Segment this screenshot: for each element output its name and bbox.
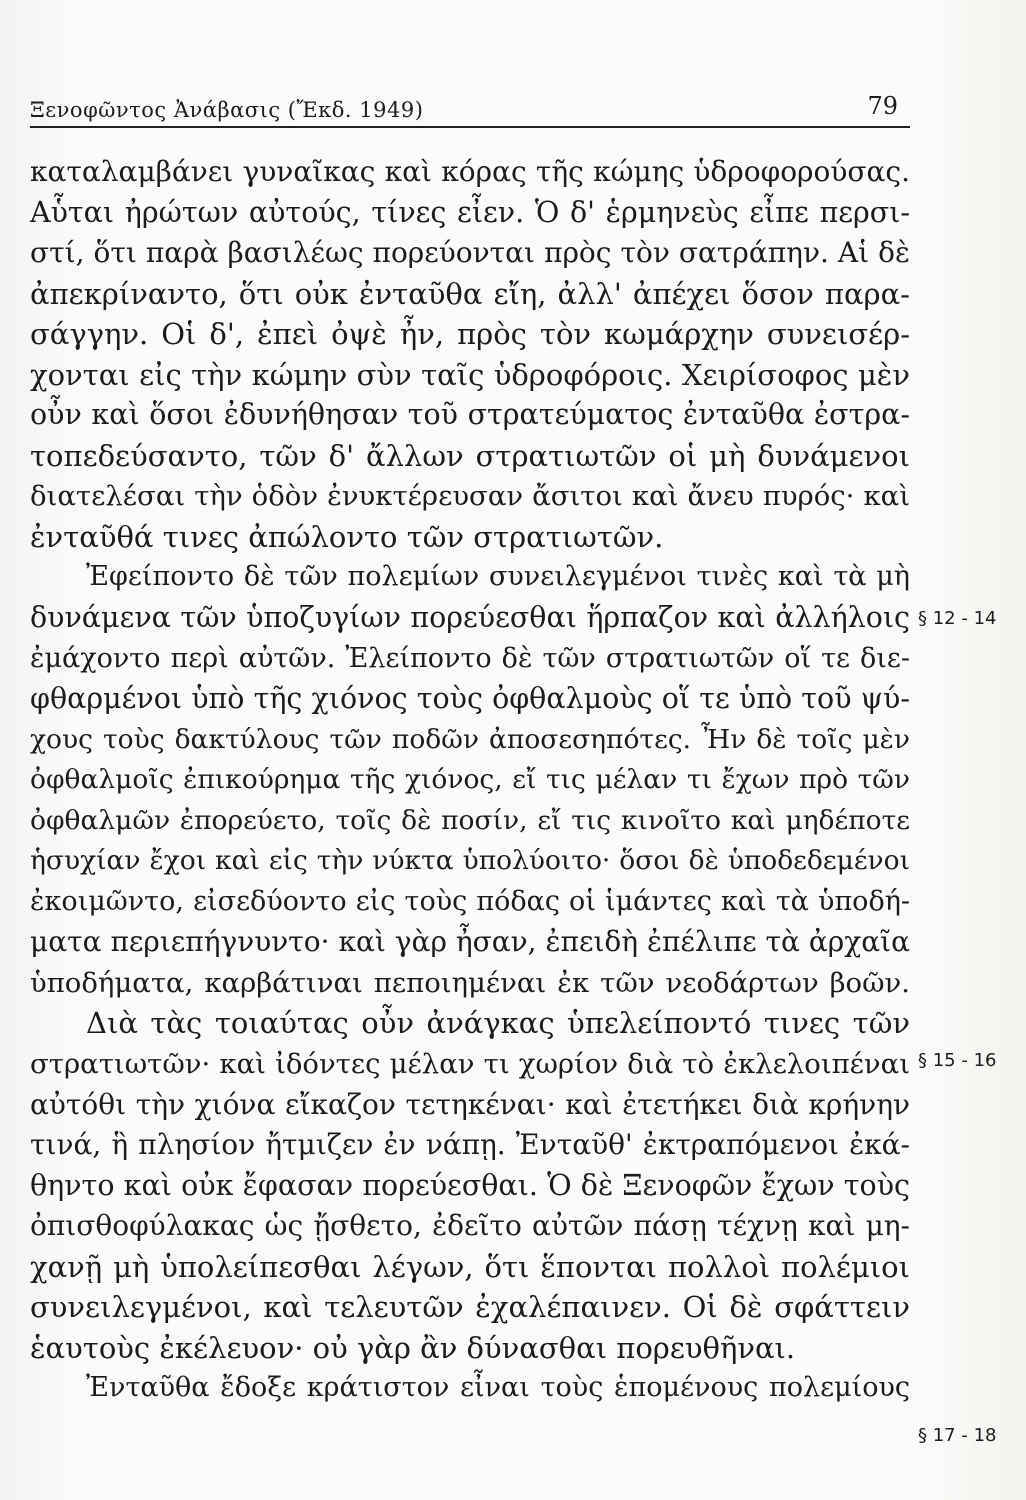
text-line: στί, ὅτι παρὰ βασιλέως πορεύονται πρὸς τὸν σατράπην. Αἱ δὲ (30, 236, 910, 270)
text-line: ἐνταῦθά τινες ἀπώλοντο τῶν στρατιωτῶν. (30, 519, 664, 554)
paragraph-start-line: Ἐνταῦθα ἔδοξε κράτιστον εἶναι τοὺς ἑπομένους πολεμίους (86, 1372, 910, 1404)
text-line: ὀφθαλμοῖς ἐπικούρημα τῆς χιόνος, εἴ τις μέλαν τι ἔχων πρὸ τῶν (30, 764, 910, 796)
text-line: διατελέσαι τὴν ὁδὸν ἐνυκτέρευσαν ἄσιτοι καὶ ἄνευ πυρός· καὶ (30, 480, 910, 513)
text-line: φθαρμένοι ὑπὸ τῆς χιόνος τοὺς ὀφθαλμοὺς οἵ τε ὑπὸ τοῦ ψύ- (30, 682, 910, 716)
text-line: ματα περιεπήγνυντο· καὶ γὰρ ἦσαν, ἐπειδὴ ἐπέλιπε τὰ ἀρχαῖα (30, 925, 910, 959)
text-line: οὖν καὶ ὅσοι ἐδυνήθησαν τοῦ στρατεύματος ἐνταῦθα ἐστρα- (30, 398, 910, 432)
running-header (30, 92, 910, 128)
text-line: ἑαυτοὺς ἐκέλευον· οὐ γὰρ ἂν δύνασθαι πορευθῆναι. (30, 1330, 796, 1365)
text-line: θηντο καὶ οὐκ ἔφασαν πορεύεσθαι. Ὁ δὲ Ξενοφῶν ἔχων τοὺς (30, 1168, 910, 1202)
text-line: ὀφθαλμῶν ἐπορεύετο, τοῖς δὲ ποσίν, εἴ τις κινοῖτο καὶ μηδέποτε (30, 804, 910, 836)
text-line: ἐμάχοντο περὶ αὐτῶν. Ἐλείποντο δὲ τῶν στρατιωτῶν οἵ τε διε- (30, 642, 910, 674)
page-number: 79 (867, 92, 898, 120)
text-line: τινά, ἣ πλησίον ἤτμιζεν ἐν νάπῃ. Ἐνταῦθ' ἐκτραπόμενοι ἐκά- (30, 1128, 910, 1162)
text-line: στρατιωτῶν· καὶ ἰδόντες μέλαν τι χωρίον διὰ τὸ ἐκλελοιπέναι (30, 1048, 910, 1081)
margin-section-ref: § 15 - 16 (918, 1050, 997, 1071)
text-line: ἀπεκρίναντο, ὅτι οὐκ ἐνταῦθα εἴη, ἀλλ' ἀπέχει ὅσον παρα- (30, 276, 910, 311)
text-line: Αὗται ἠρώτων αὐτούς, τίνες εἶεν. Ὁ δ' ἑρμηνεὺς εἶπε περσι- (30, 195, 910, 229)
text-line: ὑποδήματα, καρβάτιναι πεποιημέναι ἐκ τῶν νεοδάρτων βοῶν. (30, 966, 910, 999)
paragraph-start-line: Ἐφείποντο δὲ τῶν πολεμίων συνειλεγμένοι τινὲς καὶ τὰ μὴ (86, 561, 910, 593)
text-line: χους τοὺς δακτύλους τῶν ποδῶν ἀποσεσηπότες. Ἦν δὲ τοῖς μὲν (30, 723, 910, 755)
text-line: τοπεδεύσαντο, τῶν δ' ἄλλων στρατιωτῶν οἱ μὴ δυνάμενοι (30, 438, 910, 473)
text-line: χονται εἰς τὴν κώμην σὺν ταῖς ὑδροφόροις. Χειρίσοφος μὲν (30, 357, 910, 392)
text-line: αὐτόθι τὴν χιόνα εἴκαζον τετηκέναι· καὶ ἐτετήκει διὰ κρήνην (30, 1087, 910, 1121)
text-line: καταλαμβάνει γυναῖκας καὶ κόρας τῆς κώμης ὑδροφορούσας. (30, 155, 910, 188)
book-title: Ξενοφῶντος Ἀνάβασις (Ἔκδ. 1949) (30, 98, 424, 122)
text-line: συνειλεγμένοι, καὶ τελευτῶν ἐχαλέπαινεν. Οἱ δὲ σφάττειν (30, 1290, 910, 1325)
paragraph-start-line: Διὰ τὰς τοιαύτας οὖν ἀνάγκας ὑπελείποντό τινες τῶν (86, 1006, 910, 1041)
text-line: ἐκοιμῶντο, εἰσεδύοντο εἰς τοὺς πόδας οἱ ἱμάντες καὶ τὰ ὑποδή- (30, 885, 910, 917)
body-text (30, 152, 910, 1409)
text-line: ὀπισθοφύλακας ὡς ᾔσθετο, ἐδεῖτο αὐτῶν πάσῃ τέχνῃ καὶ μη- (30, 1209, 910, 1243)
text-line: ἡσυχίαν ἔχοι καὶ εἰς τὴν νύκτα ὑπολύοιτο· ὅσοι δὲ ὑποδεδεμένοι (30, 845, 910, 877)
text-line: σάγγην. Οἱ δ', ἐπεὶ ὀψὲ ἦν, πρὸς τὸν κωμάρχην συνεισέρ- (30, 317, 910, 352)
text-line: δυνάμενα τῶν ὑποζυγίων πορεύεσθαι ἥρπαζον καὶ ἀλλήλοις (30, 601, 910, 635)
margin-section-ref: § 12 - 14 (918, 608, 997, 629)
text-line: χανῇ μὴ ὑπολείπεσθαι λέγων, ὅτι ἕπονται πολλοὶ πολέμιοι (30, 1249, 910, 1284)
margin-section-ref: § 17 - 18 (918, 1425, 997, 1446)
